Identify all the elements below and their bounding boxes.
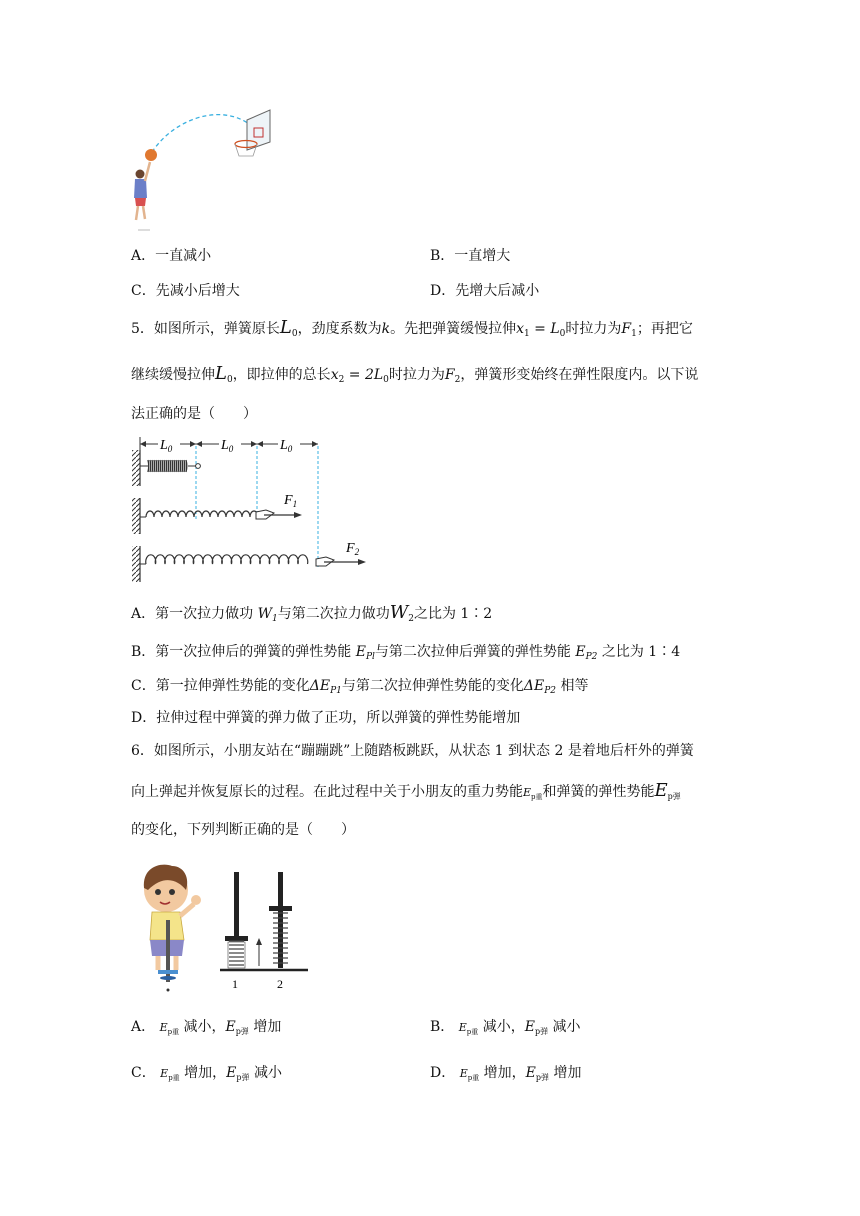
dimension-label-3: $L_0$	[280, 438, 293, 454]
q5-option-c[interactable]: C．第一拉伸弹性势能的变化$\Delta E_{P1}$与第二次拉伸弹性势能的变化$\Delta E_{P2}$ 相等	[131, 678, 589, 696]
q5-option-b[interactable]: B．第一次拉伸后的弹簧的弹性势能 $E_{Pl}$与第二次拉伸后弹簧的弹性势能 $E_{P2}$ 之比为 1∶4	[131, 644, 681, 662]
option-label: C．	[131, 283, 156, 299]
q5-stem-line-2: 继续缓慢拉伸$L_0$，即拉伸的总长$x_2 = 2L_0$时拉力为$F_2$，弹簧形变始终在弹性限度内。以下说	[131, 363, 699, 385]
force-label-f1: $F_1$	[284, 493, 298, 509]
pogo-stick-figure	[128, 860, 308, 996]
option-label: A．	[131, 248, 156, 264]
option-text: 先减小后增大	[155, 283, 240, 299]
spring-stretch-diagram	[126, 432, 376, 584]
q6-option-a[interactable]: A． $E_{p重}$ 减小，$E_{p弹}$ 增加	[131, 1019, 282, 1036]
q4-option-a[interactable]	[131, 246, 211, 266]
basketball-throw-figure	[126, 106, 286, 238]
dimension-label-2: $L_0$	[221, 438, 234, 454]
q6-stem-line-1: 6．如图所示，小朋友站在“蹦蹦跳”上随踏板跳跃，从状态 1 到状态 2 是着地后杆外的弹簧	[131, 743, 694, 759]
q4-option-c[interactable]	[131, 281, 240, 301]
option-text: 先增大后减小	[455, 283, 540, 299]
q6-stem-line-3: 的变化，下列判断正确的是（ ）	[131, 822, 355, 838]
q5-option-a[interactable]: A．第一次拉力做功 $W_1$与第二次拉力做功$W_2$之比为 1∶2	[131, 602, 493, 624]
option-text: 一直减小	[155, 248, 212, 264]
state-label-2: 2	[277, 977, 283, 991]
force-label-f2: $F_2$	[346, 541, 360, 557]
q6-option-d[interactable]: D． $E_{p重}$ 增加，$E_{p弹}$ 增加	[430, 1065, 582, 1082]
q4-option-b[interactable]	[430, 246, 510, 266]
q6-stem-line-2: 向上弹起并恢复原长的过程。在此过程中关于小朋友的重力势能$E_{p重}$和弹簧的弹性势能$E_{p弹}$	[131, 780, 681, 801]
option-label: D．	[430, 283, 456, 299]
state-label-1: 1	[232, 977, 238, 991]
q6-option-b[interactable]: B． $E_{p重}$ 减小，$E_{p弹}$ 减小	[430, 1019, 581, 1036]
q5-option-d[interactable]: D．拉伸过程中弹簧的弹力做了正功，所以弹簧的弹性势能增加	[131, 710, 521, 726]
option-label: B．	[430, 248, 455, 264]
option-text: 一直增大	[454, 248, 511, 264]
dimension-label-1: $L_0$	[160, 438, 173, 454]
q5-stem-line-3: 法正确的是（ ）	[131, 406, 257, 422]
q6-option-c[interactable]: C． $E_{p重}$ 增加，$E_{p弹}$ 减小	[131, 1065, 282, 1082]
q5-stem-line-1: 5．如图所示，弹簧原长$L_0$，劲度系数为k。先把弹簧缓慢拉伸$x_1 = L_0$时拉力为$F_1$；再把它	[131, 317, 693, 339]
q4-option-d[interactable]	[430, 281, 539, 301]
